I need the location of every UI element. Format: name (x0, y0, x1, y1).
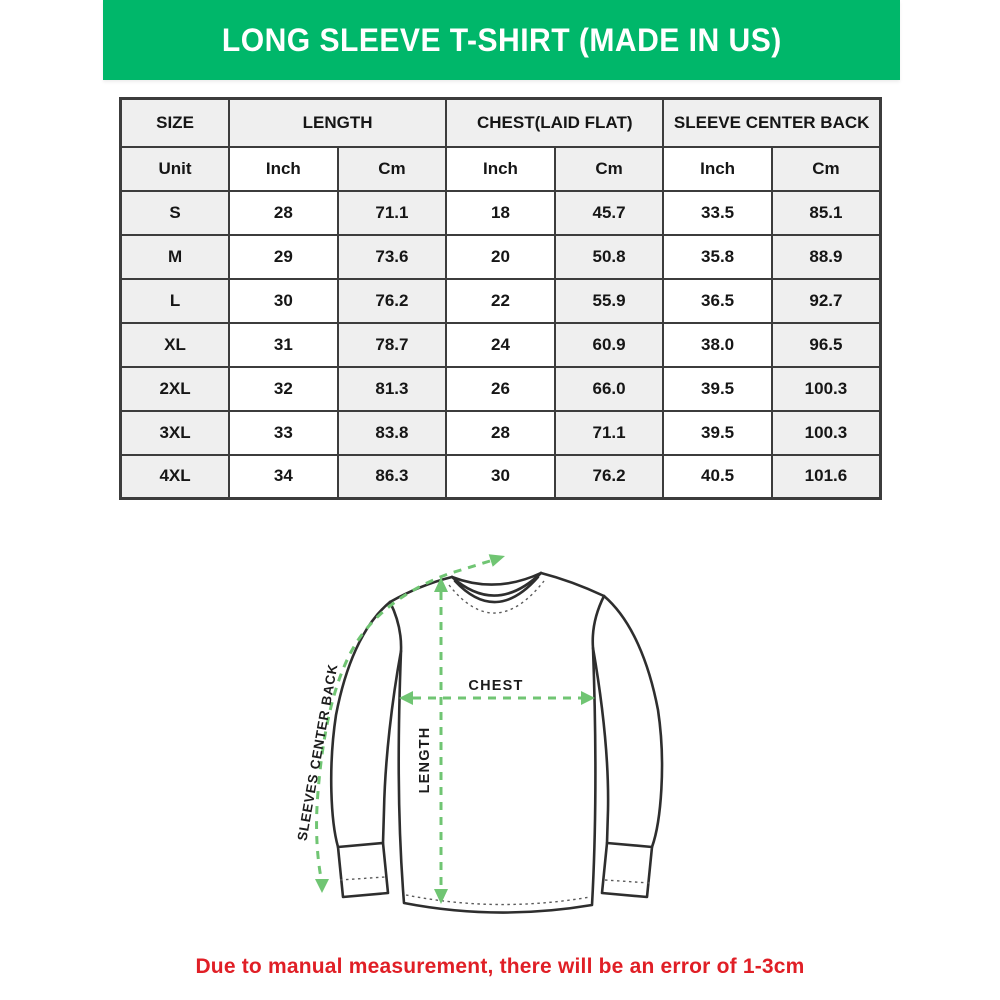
value-cell: 45.7 (555, 191, 664, 235)
value-cell: 39.5 (663, 367, 772, 411)
size-row-m (121, 235, 881, 279)
value-cell: 100.3 (772, 411, 881, 455)
value-cell: 71.1 (338, 191, 447, 235)
value-cell: 24 (446, 323, 555, 367)
value-cell: 28 (229, 191, 338, 235)
value-cell: 85.1 (772, 191, 881, 235)
size-row-2xl (121, 367, 881, 411)
tshirt-outline (331, 573, 662, 913)
unit-cell: Inch (446, 147, 555, 191)
value-cell: 33.5 (663, 191, 772, 235)
size-cell: 2XL (121, 367, 230, 411)
value-cell: 35.8 (663, 235, 772, 279)
tshirt-stitching (340, 581, 650, 905)
value-cell: 88.9 (772, 235, 881, 279)
value-cell: 39.5 (663, 411, 772, 455)
col-group-chest: CHEST(LAID FLAT) (446, 99, 663, 147)
value-cell: 55.9 (555, 279, 664, 323)
length-arrow (434, 577, 448, 904)
value-cell: 78.7 (338, 323, 447, 367)
tshirt-measurement-diagram (280, 530, 730, 945)
value-cell: 76.2 (555, 455, 664, 499)
col-group-length: LENGTH (229, 99, 446, 147)
sleeve-center-back-arrow (315, 554, 505, 893)
value-cell: 34 (229, 455, 338, 499)
value-cell: 33 (229, 411, 338, 455)
size-cell: L (121, 279, 230, 323)
value-cell: 30 (229, 279, 338, 323)
value-cell: 29 (229, 235, 338, 279)
value-cell: 20 (446, 235, 555, 279)
page-title: LONG SLEEVE T-SHIRT (MADE IN US) (221, 21, 782, 58)
size-row-l (121, 279, 881, 323)
unit-cell: Cm (555, 147, 664, 191)
size-cell: 3XL (121, 411, 230, 455)
value-cell: 32 (229, 367, 338, 411)
value-cell: 83.8 (338, 411, 447, 455)
value-cell: 100.3 (772, 367, 881, 411)
size-cell: 4XL (121, 455, 230, 499)
value-cell: 31 (229, 323, 338, 367)
value-cell: 40.5 (663, 455, 772, 499)
sleeve-center-back-label: SLEEVES CENTER BACK (294, 662, 341, 842)
value-cell: 22 (446, 279, 555, 323)
unit-cell: Inch (229, 147, 338, 191)
size-row-4xl (121, 455, 881, 499)
length-label: LENGTH (417, 726, 433, 794)
col-group-sleeve: SLEEVE CENTER BACK (663, 99, 880, 147)
value-cell: 96.5 (772, 323, 881, 367)
unit-header-row (121, 147, 881, 191)
value-cell: 66.0 (555, 367, 664, 411)
value-cell: 86.3 (338, 455, 447, 499)
size-row-xl (121, 323, 881, 367)
measurement-error-note: Due to manual measurement, there will be an error of 1-3cm (195, 955, 805, 978)
title-banner (103, 0, 900, 80)
size-cell: S (121, 191, 230, 235)
size-chart-table (119, 97, 882, 500)
value-cell: 73.6 (338, 235, 447, 279)
value-cell: 71.1 (555, 411, 664, 455)
unit-cell: Cm (338, 147, 447, 191)
value-cell: 30 (446, 455, 555, 499)
size-cell: M (121, 235, 230, 279)
size-row-3xl (121, 411, 881, 455)
value-cell: 81.3 (338, 367, 447, 411)
unit-header-cell: Unit (121, 147, 230, 191)
size-row-s (121, 191, 881, 235)
column-group-header-row (121, 99, 881, 147)
value-cell: 36.5 (663, 279, 772, 323)
col-group-size: SIZE (121, 99, 230, 147)
unit-cell: Cm (772, 147, 881, 191)
value-cell: 38.0 (663, 323, 772, 367)
value-cell: 26 (446, 367, 555, 411)
value-cell: 18 (446, 191, 555, 235)
size-cell: XL (121, 323, 230, 367)
value-cell: 50.8 (555, 235, 664, 279)
chest-label: CHEST (468, 678, 524, 694)
value-cell: 28 (446, 411, 555, 455)
size-chart (119, 97, 882, 500)
value-cell: 92.7 (772, 279, 881, 323)
unit-cell: Inch (663, 147, 772, 191)
value-cell: 60.9 (555, 323, 664, 367)
value-cell: 101.6 (772, 455, 881, 499)
value-cell: 76.2 (338, 279, 447, 323)
